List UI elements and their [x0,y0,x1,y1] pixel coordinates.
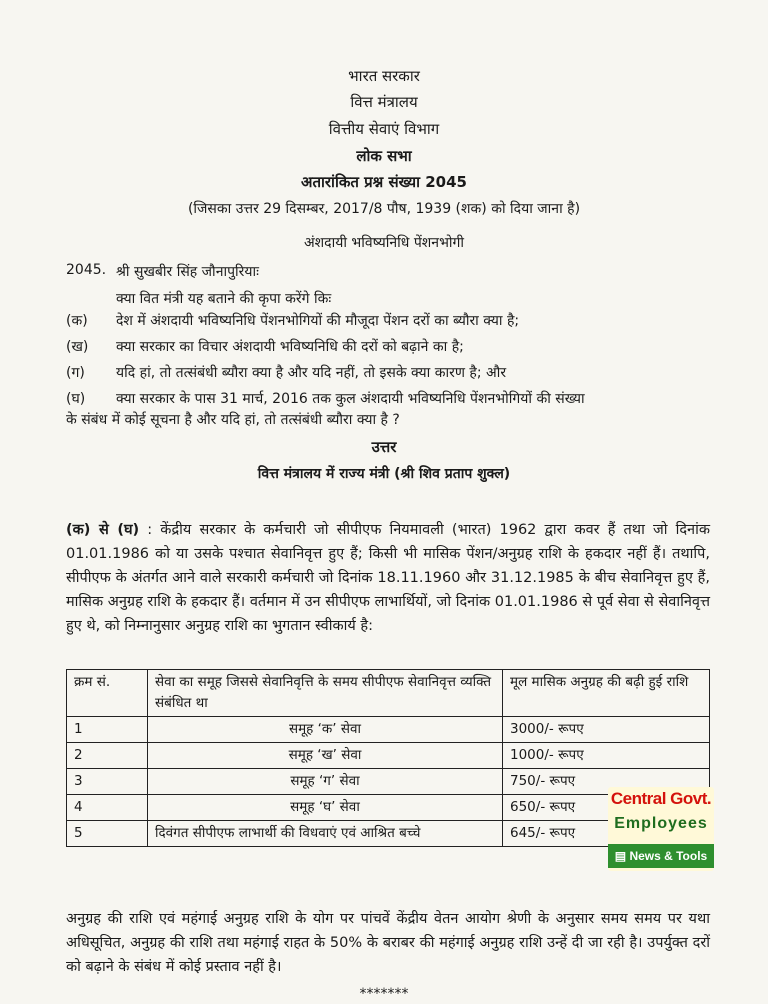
house-name: लोक सभा [356,147,412,165]
part-text: यदि हां, तो तत्संबंधी ब्यौरा क्या है और यदि नहीं, तो इसके क्या कारण है; और [116,365,507,381]
question-intro: क्या वित मंत्री यह बताने की कृपा करेंगे किः [116,291,332,307]
table-row [67,743,710,769]
answer-paragraph-2: अनुग्रह की राशि एवं महंगाई अनुग्रह राशि के योग पर पांचवें केंद्रीय वेतन आयोग श्रेणी के अनुसार समय समय पर यथा अधिसूचित, अनुग्रह की राशि तथा महंगाई राहत के 50% के बराबर की महंगाई अनुग्रह राशि उन्हें दी जा रही है। उपर्युक्त दरों को बढ़ाने के संबंध में कोई प्रस्ताव नहीं है। [66,911,710,975]
header-cell: क्रम सं. [67,670,148,717]
ministry-name: वित्त मंत्रालय [350,93,418,111]
row-amount: 750/- रूपए [503,769,710,795]
department-name: वित्तीय सेवाएं विभाग [328,120,440,138]
row-number: 2 [67,743,148,769]
row-group: दिवंगत सीपीएफ लाभार्थी की विधवाएं एवं आश्रित बच्चे [148,821,503,847]
part-label: (ख) [66,339,89,355]
row-group: समूह ‘घ’ सेवा [148,795,503,821]
row-amount: 3000/- रूपए [503,717,710,743]
watermark-logo [608,787,714,871]
table-header-row [67,670,710,717]
part-text: क्या सरकार के पास 31 मार्च, 2016 तक कुल अंशदायी भविष्यनिधि पेंशनभोगियों की संख्या [116,391,585,407]
part-label: (क) [66,313,88,329]
header-cell: मूल मासिक अनुग्रह की बढ़ी हुई राशि [503,670,710,717]
logo-line-3 [608,844,714,868]
row-group: समूह ‘क’ सेवा [148,717,503,743]
answer-lead: (क) से (घ) [66,522,140,538]
table-row [67,717,710,743]
answer-paragraph-1 [66,518,710,638]
row-amount: 650/- रूपए [503,795,710,821]
part-text-continued: के संबंध में कोई सूचना है और यदि हां, तो तत्संबंधी ब्यौरा क्या है ? [66,412,400,428]
row-amount: 645/- रूपए [503,821,710,847]
end-mark: ******* [359,986,409,1002]
row-number: 3 [67,769,148,795]
header-cell: सेवा का समूह जिससे सेवानिवृत्ति के समय सीपीएफ सेवानिवृत्त व्यक्ति संबंधित था [148,670,503,717]
logo-line-2: Employees [614,815,708,832]
question-number: 2045. [66,262,107,278]
row-amount: 1000/- रूपए [503,743,710,769]
logo-line-3-text: News & Tools [629,849,708,863]
part-text: क्या सरकार का विचार अंशदायी भविष्यनिधि की दरों को बढ़ाने का है; [116,339,464,355]
logo-line-1: Central Govt. [610,789,712,808]
part-text: देश में अंशदायी भविष्यनिधि पेंशनभोगियों की मौजूदा पेंशन दरों का ब्यौरा क्या है; [116,313,520,329]
govt-name: भारत सरकार [348,67,420,85]
row-group: समूह ‘ग’ सेवा [148,769,503,795]
part-label: (ग) [66,365,85,381]
question-number-title: अतारांकित प्रश्न संख्या 2045 [301,173,467,191]
answer-date: (जिसका उत्तर 29 दिसम्बर, 2017/8 पौष, 1939 (शक) को दिया जाना है) [187,201,581,217]
newspaper-icon: ▤ [614,849,630,863]
row-number: 4 [67,795,148,821]
question-asker: श्री सुखबीर सिंह जौनापुरियाः [116,264,259,280]
minister-name: वित्त मंत्रालय में राज्य मंत्री (श्री शिव प्रताप शुक्ल) [257,466,511,482]
row-number: 5 [67,821,148,847]
answer-para1-text: : केंद्रीय सरकार के कर्मचारी जो सीपीएफ नियमावली (भारत) 1962 द्वारा कवर हैं तथा जो दिनांक 01.01.1986 को या उसके पश्चात सेवानिवृत्त हुए हैं; किसी भी मासिक पेंशन/अनुग्रह राशि के हकदार नहीं हैं। तथापि, सीपीएफ के अंतर्गत आने वाले सरकारी कर्मचारी जो दिनांक 18.11.1960 और 31.12.1985 के बीच सेवानिवृत्त हुए हैं, मासिक अनुग्रह राशि के हकदार हैं। वर्तमान में उन सीपीएफ लाभार्थियों, जो दिनांक 01.01.1986 से पूर्व सेवा से सेवानिवृत्त हुए थे, को निम्नानुसार अनुग्रह राशि का भुगतान स्वीकार्य है: [66,522,710,634]
row-group: समूह ‘ख’ सेवा [148,743,503,769]
row-number: 1 [67,717,148,743]
answer-heading: उत्तर [371,438,397,456]
part-label: (घ) [66,391,86,407]
subject-title: अंशदायी भविष्यनिधि पेंशनभोगी [303,235,465,251]
